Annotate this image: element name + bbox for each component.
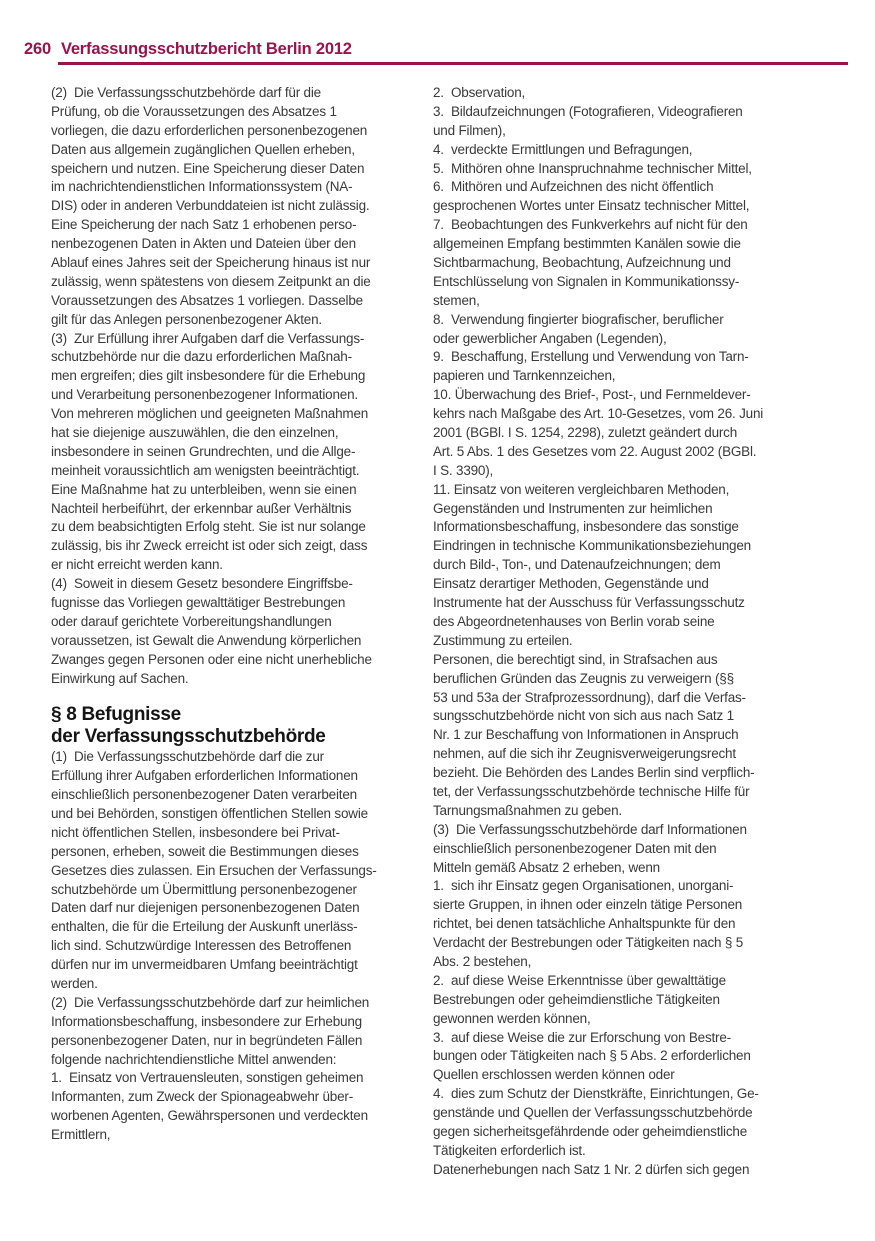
text-line: Tarnungsmaßnahmen zu geben. [433, 802, 622, 818]
text-line: nicht öffentlichen Stellen, insbesondere bei Privat- [51, 824, 340, 840]
text-line: werden. [51, 976, 98, 991]
left-column [51, 84, 433, 1145]
text-line: gilt für das Anlegen personenbezogener Akten. [51, 311, 322, 327]
page-header [24, 40, 352, 59]
text-line: Nachteil herbeiführt, der erkennbar außer Verhältnis [51, 500, 352, 516]
text-line: sungsschutzbehörde nicht von sich aus nach Satz 1 [433, 708, 734, 724]
text-line: Datenerhebungen nach Satz 1 Nr. 2 dürfen sich gegen [433, 1161, 750, 1177]
text-line: Eindringen in technische Kommunikationsbeziehungen [433, 538, 751, 554]
text-line: schutzbehörde nur die dazu erforderlichen Maßnah- [51, 349, 352, 365]
list-items-and-paragraphs [433, 84, 825, 1180]
text-line: Eine Maßnahme hat zu unterbleiben, wenn sie einen [51, 481, 357, 497]
text-line: (4) Soweit in diesem Gesetz besondere Eingriffsbe- [51, 576, 353, 592]
text-line: gewonnen werden können, [433, 1010, 591, 1026]
text-line: Ablauf eines Jahres seit der Speicherung hinaus ist nur [51, 255, 371, 271]
text-line: richtet, bei denen tatsächliche Anhaltspunkte für den [433, 916, 736, 932]
text-line: oder gewerblicher Angaben (Legenden), [433, 330, 667, 346]
text-line: Quellen erschlossen werden können oder [433, 1067, 675, 1083]
text-line: Voraussetzungen des Absatzes 1 vorliegen. Dasselbe [51, 292, 363, 308]
paragraphs-1-2-list [51, 748, 433, 1145]
text-line: Prüfung, ob die Voraussetzungen des Absatzes 1 [51, 103, 337, 119]
text-line: Zustimmung zu erteilen. [433, 632, 573, 648]
section-heading-line-2: der Verfassungsschutzbehörde [51, 725, 326, 747]
text-line: bungen oder Tätigkeiten nach § 5 Abs. 2 erforderlichen [433, 1048, 751, 1064]
text-line: Ermittlern, [51, 1127, 111, 1143]
text-line: 8. Verwendung fingierter biografischer, beruflicher [433, 311, 724, 327]
text-line: Instrumente hat der Ausschuss für Verfassungsschutz [433, 595, 745, 611]
text-line: hat sie diejenige auszuwählen, die den einzelnen, [51, 425, 339, 441]
text-line: er nicht erreicht werden kann. [51, 557, 223, 573]
text-line: Personen, die berechtigt sind, in Strafsachen aus [433, 651, 718, 667]
text-line: Tätigkeiten erforderlich ist. [433, 1142, 586, 1158]
text-line: dürfen nur im unvermeidbaren Umfang beeinträchtigt [51, 957, 358, 973]
text-line: (1) Die Verfassungsschutzbehörde darf die zur [51, 749, 324, 765]
text-line: und Verarbeitung personenbezogener Informationen. [51, 387, 358, 403]
text-line: tet, der Verfassungsschutzbehörde technische Hilfe für [433, 783, 750, 799]
text-line: 2. Observation, [433, 85, 526, 100]
text-line: lich sind. Schutzwürdige Interessen des Betroffenen [51, 938, 352, 954]
text-line: einschließlich personenbezogener Daten verarbeiten [51, 787, 357, 803]
text-line: nehmen, auf die sich ihr Zeugnisverweigerungsrecht [433, 746, 736, 762]
text-line: 2001 (BGBl. I S. 1254, 2298), zuletzt geändert durch [433, 425, 738, 441]
text-line: 1. sich ihr Einsatz gegen Organisationen, unorgani- [433, 878, 734, 894]
text-line: 53 und 53a der Strafprozessordnung), darf die Verfas- [433, 689, 746, 705]
text-line: Nr. 1 zur Beschaffung von Informationen in Anspruch [433, 727, 739, 743]
text-line: Abs. 2 bestehen, [433, 953, 532, 969]
text-line: gesprochenen Wortes unter Einsatz technischer Mittel, [433, 198, 750, 214]
paragraphs-2-3-4 [51, 84, 433, 689]
text-line: zu dem beabsichtigten Erfolg steht. Sie ist nur solange [51, 519, 366, 535]
text-line: 3. Bildaufzeichnungen (Fotografieren, Videografieren [433, 103, 743, 119]
text-line: Informationsbeschaffung, insbesondere zur Erhebung [51, 1013, 362, 1029]
text-line: gegen sicherheitsgefährdende oder geheimdienstliche [433, 1123, 748, 1139]
text-line: kehrs nach Maßgabe des Art. 10-Gesetzes, vom 26. Juni [433, 406, 764, 422]
text-line: Daten aus allgemein zugänglichen Quellen erheben, [51, 141, 355, 157]
text-line: men ergreifen; dies gilt insbesondere für die Erhebung [51, 368, 366, 384]
text-line: (2) Die Verfassungsschutzbehörde darf zur heimlichen [51, 994, 370, 1010]
text-line: Verdacht der Bestrebungen oder Tätigkeiten nach § 5 [433, 935, 744, 951]
text-line: 9. Beschaffung, Erstellung und Verwendung von Tarn- [433, 349, 749, 365]
text-line: bezieht. Die Behörden des Landes Berlin sind verpflich- [433, 765, 755, 781]
text-line: fugnisse das Vorliegen gewalttätiger Bestrebungen [51, 595, 346, 611]
text-line: 3. auf diese Weise die zur Erforschung von Bestre- [433, 1029, 731, 1045]
text-line: 10. Überwachung des Brief-, Post-, und Fernmeldever- [433, 387, 751, 403]
text-line: und bei Behörden, sonstigen öffentlichen Stellen sowie [51, 805, 368, 821]
text-line: Zwanges gegen Personen oder eine nicht unerhebliche [51, 651, 372, 667]
text-line: Mitteln gemäß Absatz 2 erheben, wenn [433, 859, 660, 875]
text-line: folgende nachrichtendienstliche Mittel anwenden: [51, 1051, 337, 1067]
text-line: Informationsbeschaffung, insbesondere das sonstige [433, 519, 739, 535]
text-line: enthalten, die für die Erteilung der Auskunft unerläss- [51, 919, 358, 935]
text-line: Gegenständen und Instrumenten zur heimlichen [433, 500, 713, 516]
text-line: Eine Speicherung der nach Satz 1 erhobenen perso- [51, 217, 357, 233]
text-line: Gesetzes dies zulassen. Ein Ersuchen der Verfassungs- [51, 862, 377, 878]
text-line: voraussetzen, ist Gewalt die Anwendung körperlichen [51, 632, 362, 648]
header-title: Verfassungsschutzbericht Berlin 2012 [60, 40, 352, 58]
text-line: genstände und Quellen der Verfassungsschutzbehörde [433, 1105, 753, 1121]
text-line: Bestrebungen oder geheimdienstliche Tätigkeiten [433, 991, 720, 1007]
text-line: durch Bild-, Ton-, und Datenaufzeichnungen; dem [433, 557, 721, 573]
text-line: Von mehreren möglichen und geeigneten Maßnahmen [51, 406, 369, 422]
text-line: stemen, [433, 292, 480, 308]
text-line: einschließlich personenbezogener Daten mit den [433, 840, 717, 856]
text-line: Entschlüsselung von Signalen in Kommunikationssy- [433, 273, 740, 289]
two-column-layout [51, 84, 825, 1180]
text-line: schutzbehörde um Übermittlung personenbezogener [51, 881, 357, 897]
section-heading [51, 704, 433, 749]
text-line: insbesondere in seinen Grundrechten, und die Allge- [51, 443, 356, 459]
text-line: Erfüllung ihrer Aufgaben erforderlichen Informationen [51, 768, 358, 784]
header-rule [58, 62, 848, 65]
text-line: 11. Einsatz von weiteren vergleichbaren Methoden, [433, 481, 730, 497]
text-line: 7. Beobachtungen des Funkverkehrs auf nicht für den [433, 217, 748, 233]
text-line: meinheit voraussichtlich am wenigsten beeinträchtigt. [51, 462, 360, 478]
text-line: worbenen Agenten, Gewährspersonen und verdeckten [51, 1108, 368, 1124]
text-line: 2. auf diese Weise Erkenntnisse über gewalttätige [433, 972, 726, 988]
text-line: (3) Die Verfassungsschutzbehörde darf Informationen [433, 821, 747, 837]
text-line: I S. 3390), [433, 462, 494, 478]
page-number: 260 [24, 40, 51, 58]
text-line: personenbezogener Daten, nur in begründeten Fällen [51, 1032, 363, 1048]
text-line: Einsatz derartiger Methoden, Gegenstände und [433, 576, 709, 592]
text-line: DIS) oder in anderen Verbunddateien ist nicht zulässig. [51, 198, 370, 214]
text-line: vorliegen, die dazu erforderlichen personenbezogenen [51, 122, 368, 138]
text-line: im nachrichtendienstlichen Informationssystem (NA- [51, 179, 353, 195]
right-column [433, 84, 825, 1180]
text-line: nenbezogenen Daten in Akten und Dateien über den [51, 236, 356, 252]
text-line: 1. Einsatz von Vertrauensleuten, sonstigen geheimen [51, 1070, 364, 1086]
text-line: Art. 5 Abs. 1 des Gesetzes vom 22. August 2002 (BGBl. [433, 443, 757, 459]
text-line: (2) Die Verfassungsschutzbehörde darf für die [51, 85, 321, 100]
text-line: Informanten, zum Zweck der Spionageabwehr über- [51, 1089, 354, 1105]
text-line: 4. dies zum Schutz der Dienstkräfte, Einrichtungen, Ge- [433, 1086, 759, 1102]
text-line: zulässig, wenn spätestens von diesem Zeitpunkt an die [51, 273, 371, 289]
text-line: papieren und Tarnkennzeichen, [433, 368, 616, 384]
text-line: oder darauf gerichtete Vorbereitungshandlungen [51, 613, 332, 629]
text-line: 4. verdeckte Ermittlungen und Befragungen, [433, 141, 693, 157]
text-line: speichern und nutzen. Eine Speicherung dieser Daten [51, 160, 365, 176]
text-line: personen, erheben, soweit die Bestimmungen dieses [51, 843, 359, 859]
text-line: allgemeinen Empfang bestimmten Kanälen sowie die [433, 236, 741, 252]
text-line: und Filmen), [433, 122, 506, 138]
text-line: sierte Gruppen, in ihnen oder einzeln tätige Personen [433, 897, 743, 913]
text-line: 6. Mithören und Aufzeichnen des nicht öffentlich [433, 179, 714, 195]
text-line: Einwirkung auf Sachen. [51, 670, 189, 686]
text-line: zulässig, bis ihr Zweck erreicht ist oder sich zeigt, dass [51, 538, 368, 554]
text-line: Sichtbarmachung, Beobachtung, Aufzeichnung und [433, 255, 731, 271]
text-line: beruflichen Gründen das Zeugnis zu verweigern (§§ [433, 670, 734, 686]
section-heading-line-1: § 8 Befugnisse [51, 703, 181, 725]
text-line: (3) Zur Erfüllung ihrer Aufgaben darf die Verfassungs- [51, 330, 365, 346]
text-line: 5. Mithören ohne Inanspruchnahme technischer Mittel, [433, 160, 752, 176]
text-line: Daten darf nur diejenigen personenbezogenen Daten [51, 900, 360, 916]
text-line: des Abgeordnetenhauses von Berlin vorab seine [433, 613, 715, 629]
